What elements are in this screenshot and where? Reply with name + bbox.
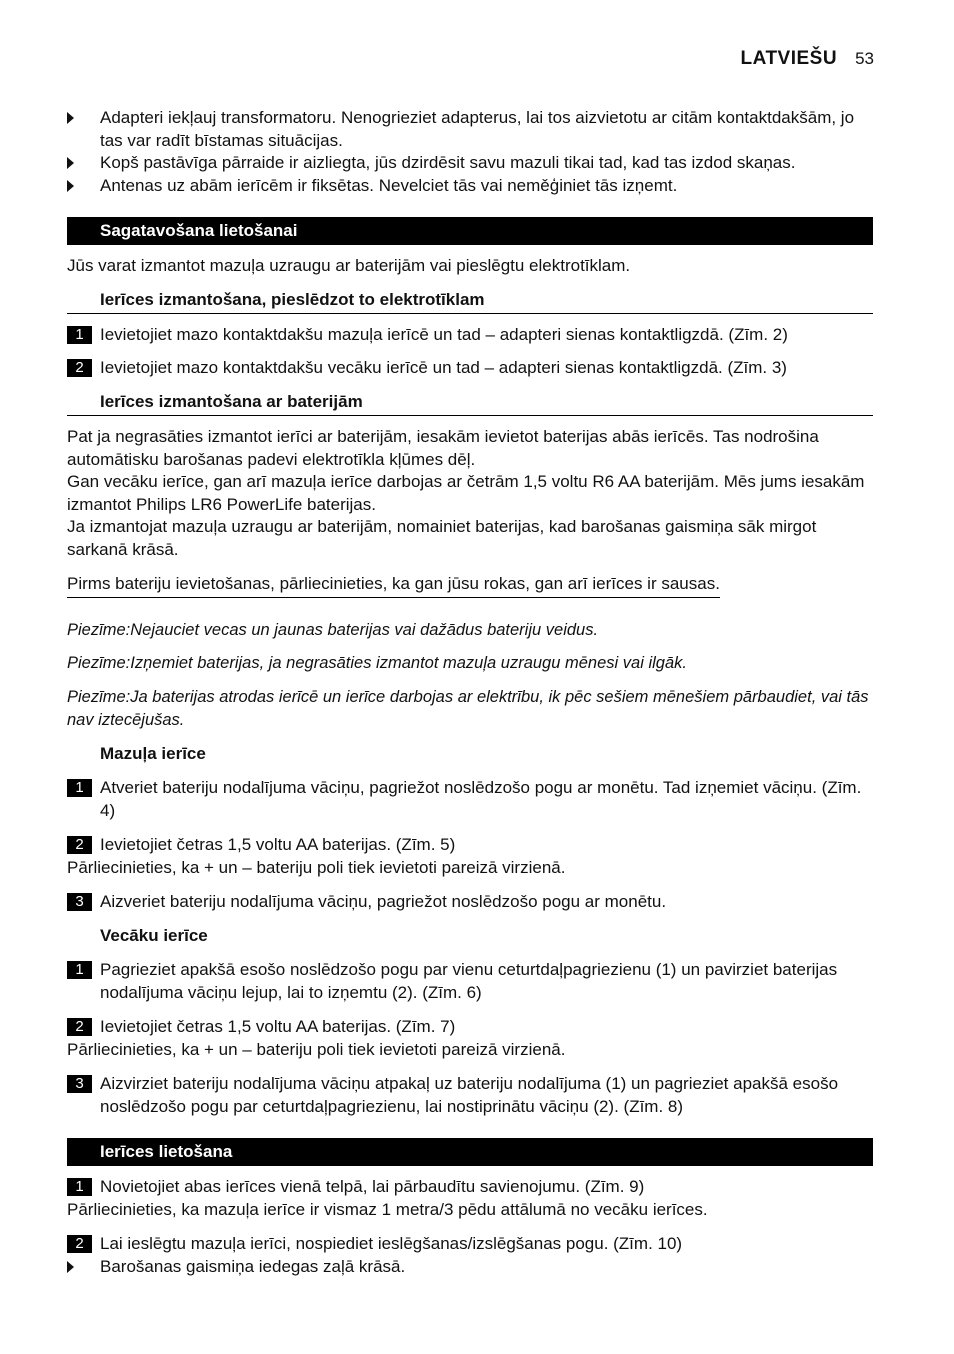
paragraph-line: Ja izmantojat mazuļa uzraugu ar baterijām, nomainiet baterijas, kad barošanas gaismiņa sāk mirgot sarkanā krāsā. (67, 517, 817, 559)
bullet-arrow-icon (67, 112, 74, 124)
bullet-arrow-icon (67, 180, 74, 192)
step-number: 2 (67, 836, 92, 854)
step-text: Ievietojiet mazo kontaktdakšu mazuļa ierīcē un tad – adapteri sienas kontaktligzdā. (Zīm. 2) (100, 325, 788, 344)
section-title: Sagatavošana lietošanai (100, 221, 298, 240)
bullet-item (67, 107, 873, 152)
page-header (741, 48, 874, 70)
step-item (67, 777, 873, 822)
subsection-title: Ierīces izmantošana ar baterijām (100, 392, 363, 411)
section-intro: Jūs varat izmantot mazuļa uzraugu ar baterijām vai pieslēgtu elektrotīklam. (67, 256, 631, 275)
step-item (67, 959, 873, 1004)
step-text: Aizveriet bateriju nodalījuma vāciņu, pagriežot noslēdzošo pogu ar monētu. (100, 892, 667, 911)
note: Piezīme:Nejauciet vecas un jaunas baterijas vai dažādus bateriju veidus. (67, 621, 599, 639)
step-text: Aizvirziet bateriju nodalījuma vāciņu atpakaļ uz bateriju nodalījuma (1) un pagrieziet apakšā esošo noslēdzošo pogu par ceturtdaļpagriezienu, lai nostiprinātu vāciņu (2). (Zīm. 8) (100, 1074, 839, 1116)
step-number: 3 (67, 893, 92, 911)
step-item (67, 1073, 873, 1118)
step-text: Ievietojiet četras 1,5 voltu AA baterijas. (Zīm. 7) (100, 1017, 456, 1036)
step-number: 3 (67, 1075, 92, 1093)
step-number: 2 (67, 359, 92, 377)
bullet-text: Kopš pastāvīga pārraide ir aizliegta, jūs dzirdēsit savu mazuli tikai tad, kad tas izdod skaņas. (100, 153, 796, 172)
section-title: Ierīces lietošana (100, 1142, 233, 1161)
step-item (67, 834, 873, 857)
section-heading (67, 1138, 873, 1166)
bullet-arrow-icon (67, 1261, 74, 1273)
subsection-title: Ierīces izmantošana, pieslēdzot to elektrotīklam (100, 290, 485, 309)
bullet-item (67, 152, 873, 175)
bullet-item (67, 1256, 873, 1279)
step-item (67, 1233, 873, 1256)
subsection-heading (67, 925, 873, 947)
page-number: 53 (855, 49, 874, 68)
step-text: Novietojiet abas ierīces vienā telpā, lai pārbaudītu savienojumu. (Zīm. 9) (100, 1177, 645, 1196)
bullet-arrow-icon (67, 157, 74, 169)
step-text: Ievietojiet mazo kontaktdakšu vecāku ierīcē un tad – adapteri sienas kontaktligzdā. (Zīm. 3) (100, 358, 787, 377)
step-item (67, 1016, 873, 1039)
step-text: Atveriet bateriju nodalījuma vāciņu, pagriežot noslēdzošo pogu ar monētu. Tad izņemiet vāciņu. (Zīm. 4) (100, 778, 862, 820)
bullet-text: Adapteri iekļauj transformatoru. Nenogrieziet adapterus, lai tos aizvietotu ar citām kontaktdakšām, jo tas var radīt bīstamas situācijas. (100, 108, 855, 150)
warning-text: Pirms bateriju ievietošanas, pārliecinieties, ka gan jūsu rokas, gan arī ierīces ir sausas. (67, 573, 720, 598)
step-number: 2 (67, 1235, 92, 1253)
step-result: Pārliecinieties, ka mazuļa ierīce ir vismaz 1 metra/3 pēdu attālumā no vecāku ierīces. (67, 1200, 708, 1219)
step-text: Pagrieziet apakšā esošo noslēdzošo pogu par vienu ceturtdaļpagriezienu (1) un pavirziet baterijas nodalījuma vāciņu lejup, lai to izņemtu (2). (Zīm. 6) (100, 960, 838, 1002)
bullet-item (67, 175, 873, 198)
step-number: 1 (67, 779, 92, 797)
subsection-title: Vecāku ierīce (100, 926, 208, 945)
step-item (67, 891, 873, 914)
subsection-heading (67, 391, 873, 416)
subsection-title: Mazuļa ierīce (100, 744, 206, 763)
step-item (67, 357, 873, 380)
bullet-text: Barošanas gaismiņa iedegas zaļā krāsā. (100, 1257, 406, 1276)
step-text: Ievietojiet četras 1,5 voltu AA baterijas. (Zīm. 5) (100, 835, 456, 854)
step-result: Pārliecinieties, ka + un – bateriju poli tiek ievietoti pareizā virzienā. (67, 858, 566, 877)
note: Piezīme:Izņemiet baterijas, ja negrasāties izmantot mazuļa uzraugu mēnesi vai ilgāk. (67, 654, 687, 672)
step-number: 1 (67, 1178, 92, 1196)
note: Piezīme:Ja baterijas atrodas ierīcē un ierīce darbojas ar elektrību, ik pēc sešiem mēnešiem pārbaudiet, vai tās nav iztecējušas. (67, 688, 869, 729)
step-item (67, 324, 873, 347)
language-label: LATVIEŠU (740, 48, 838, 69)
step-result: Pārliecinieties, ka + un – bateriju poli tiek ievietoti pareizā virzienā. (67, 1040, 566, 1059)
section-heading (67, 217, 873, 245)
step-text: Lai ieslēgtu mazuļa ierīci, nospiediet ieslēgšanas/izslēgšanas pogu. (Zīm. 10) (100, 1234, 683, 1253)
subsection-heading (67, 743, 873, 765)
step-number: 1 (67, 326, 92, 344)
paragraph-line: Gan vecāku ierīce, gan arī mazuļa ierīce darbojas ar četrām 1,5 voltu R6 AA baterijām. Mēs jums iesakām izmantot Philips LR6 PowerLife baterijas. (67, 472, 865, 514)
subsection-heading (67, 289, 873, 314)
step-item (67, 1176, 873, 1199)
paragraph-line: Pat ja negrasāties izmantot ierīci ar baterijām, iesakām ievietot baterijas abās ierīcēs. Tas nodrošina automātisku barošanas padevi elektrotīkla kļūmes dēļ. (67, 427, 819, 469)
step-number: 1 (67, 961, 92, 979)
bullet-text: Antenas uz abām ierīcēm ir fiksētas. Nevelciet tās vai neměģiniet tās izņemt. (100, 176, 678, 195)
step-number: 2 (67, 1018, 92, 1036)
paragraph (67, 426, 873, 561)
